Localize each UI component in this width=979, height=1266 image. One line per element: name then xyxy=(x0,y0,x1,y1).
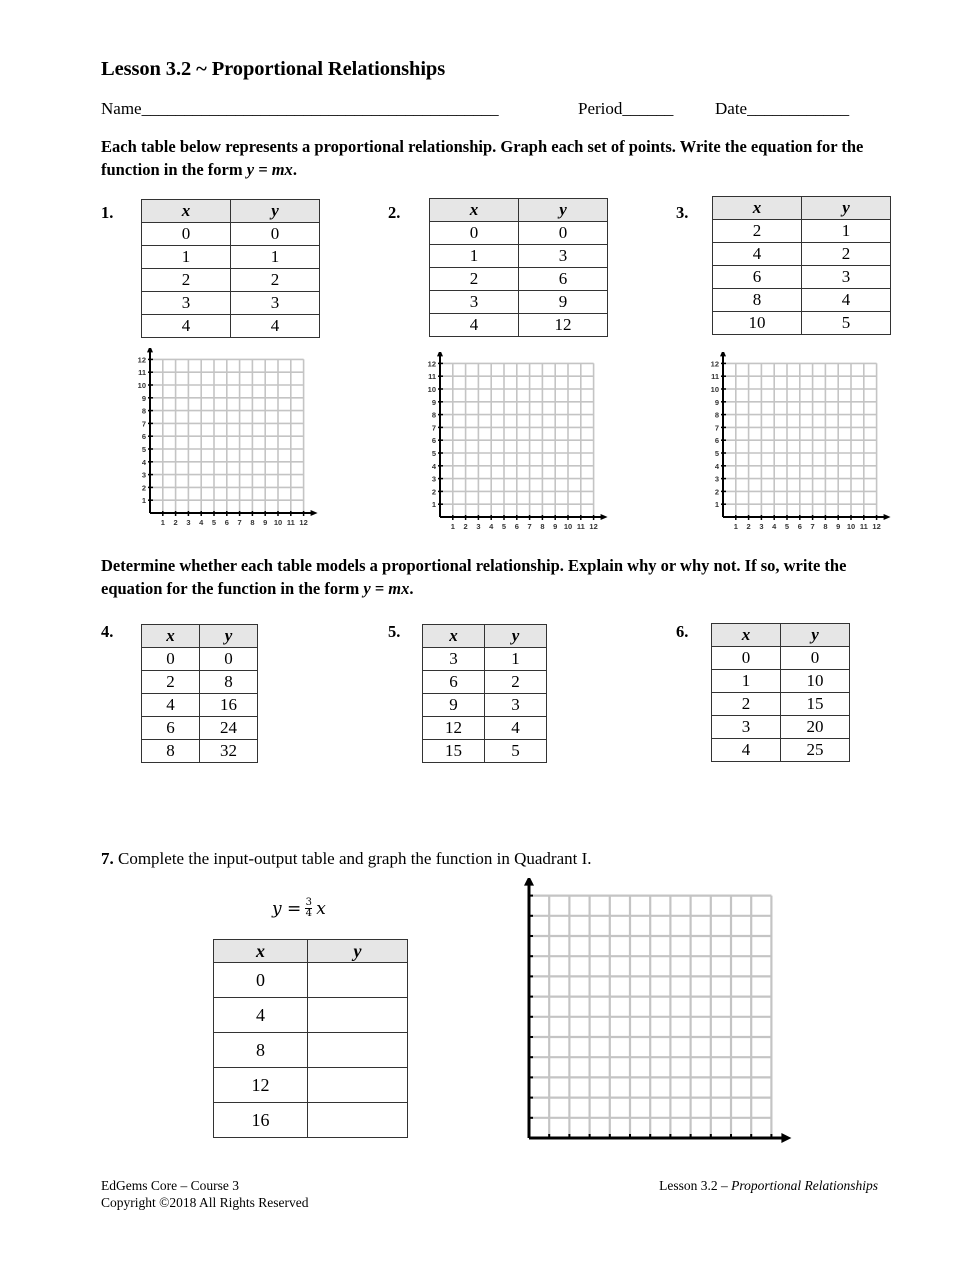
problem-text: Complete the input-output table and graph the function in Quadrant I. xyxy=(118,849,592,868)
y-cell: 3 xyxy=(519,245,608,268)
problem-7-coordinate-grid[interactable] xyxy=(520,878,795,1146)
x-cell: 3 xyxy=(430,291,519,314)
y-tick-label: 8 xyxy=(431,410,436,420)
x-cell: 2 xyxy=(430,268,519,291)
footer-copyright: Copyright ©2018 All Rights Reserved xyxy=(101,1195,309,1210)
y-cell: 32 xyxy=(200,740,258,763)
x-cell: 2 xyxy=(712,693,781,716)
x-tick-label: 11 xyxy=(859,522,868,531)
x-cell: 8 xyxy=(214,1033,308,1068)
x-tick-label: 1 xyxy=(733,522,738,531)
y-cell: 3 xyxy=(802,266,891,289)
x-tick-label: 12 xyxy=(872,522,881,531)
y-cell: 0 xyxy=(200,648,258,671)
footer-course: EdGems Core – Course 3 xyxy=(101,1178,239,1193)
y-cell: 1 xyxy=(802,220,891,243)
column-header-y: y xyxy=(308,940,408,963)
y-answer-cell[interactable] xyxy=(308,1103,408,1138)
x-cell: 4 xyxy=(142,315,231,338)
x-cell: 6 xyxy=(423,671,485,694)
x-cell: 0 xyxy=(430,222,519,245)
y-tick-label: 3 xyxy=(431,474,436,484)
table-row xyxy=(712,716,850,739)
x-tick-label: 8 xyxy=(823,522,828,531)
x-cell: 1 xyxy=(430,245,519,268)
column-header-y: y xyxy=(200,625,258,648)
y-tick-label: 12 xyxy=(427,359,436,369)
table-row xyxy=(214,963,408,998)
table-row xyxy=(713,289,891,312)
x-cell: 8 xyxy=(713,289,802,312)
x-tick-label: 9 xyxy=(263,518,268,527)
table-row xyxy=(423,671,547,694)
instructions-text: Each table below represents a proportional relationship. Graph each set of points. Write the equation for the function in the form xyxy=(101,137,864,179)
x-cell: 12 xyxy=(423,717,485,740)
table-row xyxy=(713,243,891,266)
problem-number: 1. xyxy=(101,203,114,222)
y-tick-label: 4 xyxy=(141,457,146,467)
fraction-numerator: 3 xyxy=(305,897,312,908)
section1-instructions xyxy=(101,135,891,181)
problem-7-prompt xyxy=(101,849,592,869)
table-row xyxy=(142,223,320,246)
x-tick-label: 9 xyxy=(836,522,841,531)
x-cell: 4 xyxy=(712,739,781,762)
y-tick-label: 12 xyxy=(710,359,719,369)
y-axis-arrow-icon xyxy=(524,878,534,886)
footer-lesson-title: Proportional Relationships xyxy=(731,1178,878,1193)
table-row xyxy=(430,268,608,291)
table-row xyxy=(430,291,608,314)
y-cell: 0 xyxy=(519,222,608,245)
x-tick-label: 12 xyxy=(589,522,598,531)
column-header-x: x xyxy=(142,625,200,648)
fraction-denominator: 4 xyxy=(305,908,312,919)
x-tick-label: 6 xyxy=(514,522,519,531)
column-header-y: y xyxy=(485,625,547,648)
y-cell: 2 xyxy=(802,243,891,266)
y-tick-label: 8 xyxy=(141,406,146,416)
x-tick-label: 12 xyxy=(299,518,308,527)
x-cell: 2 xyxy=(142,269,231,292)
x-axis-arrow-icon xyxy=(884,514,891,520)
y-cell: 3 xyxy=(485,694,547,717)
y-cell: 2 xyxy=(231,269,320,292)
xy-table xyxy=(141,624,258,763)
equation-form: y = mx xyxy=(246,160,293,179)
x-tick-label: 4 xyxy=(199,518,204,527)
table-row xyxy=(712,647,850,670)
y-cell: 5 xyxy=(802,312,891,335)
x-tick-label: 6 xyxy=(224,518,229,527)
table-row xyxy=(423,717,547,740)
y-cell: 25 xyxy=(781,739,850,762)
x-tick-label: 3 xyxy=(186,518,191,527)
table-row xyxy=(423,740,547,763)
x-cell: 3 xyxy=(423,648,485,671)
table-row xyxy=(430,314,608,337)
x-cell: 16 xyxy=(214,1103,308,1138)
y-axis-arrow-icon xyxy=(147,348,153,352)
y-tick-label: 4 xyxy=(431,461,436,471)
y-cell: 0 xyxy=(781,647,850,670)
x-tick-label: 11 xyxy=(286,518,295,527)
y-cell: 8 xyxy=(200,671,258,694)
y-tick-label: 11 xyxy=(711,372,719,382)
y-answer-cell[interactable] xyxy=(308,963,408,998)
x-tick-label: 5 xyxy=(211,518,217,527)
y-tick-label: 10 xyxy=(137,381,146,390)
x-cell: 4 xyxy=(142,694,200,717)
x-tick-label: 2 xyxy=(746,522,751,531)
problem-number: 3. xyxy=(676,203,689,222)
table-row xyxy=(142,246,320,269)
x-tick-label: 4 xyxy=(489,522,494,531)
y-tick-label: 9 xyxy=(431,397,436,407)
y-tick-label: 7 xyxy=(431,423,436,433)
table-row xyxy=(142,648,258,671)
y-tick-label: 10 xyxy=(427,385,436,394)
y-tick-label: 7 xyxy=(714,423,719,433)
coordinate-grid-1[interactable] xyxy=(128,348,318,530)
y-cell: 4 xyxy=(485,717,547,740)
y-tick-label: 1 xyxy=(714,500,719,510)
y-tick-label: 3 xyxy=(714,474,719,484)
x-cell: 6 xyxy=(142,717,200,740)
x-axis-arrow-icon xyxy=(311,510,318,516)
x-cell: 0 xyxy=(214,963,308,998)
y-tick-label: 5 xyxy=(141,445,146,454)
y-cell: 9 xyxy=(519,291,608,314)
y-tick-label: 8 xyxy=(714,410,719,420)
column-header-y: y xyxy=(781,624,850,647)
y-tick-label: 3 xyxy=(141,470,146,480)
y-cell: 2 xyxy=(485,671,547,694)
table-row xyxy=(713,220,891,243)
coordinate-grid-2[interactable] xyxy=(418,352,608,534)
x-cell: 1 xyxy=(142,246,231,269)
x-tick-label: 8 xyxy=(540,522,545,531)
y-axis-arrow-icon xyxy=(720,352,726,356)
table-row xyxy=(430,222,608,245)
x-cell: 10 xyxy=(713,312,802,335)
x-tick-label: 5 xyxy=(784,522,790,531)
coordinate-grid-3[interactable] xyxy=(701,352,891,534)
y-answer-cell[interactable] xyxy=(308,1068,408,1103)
x-tick-label: 10 xyxy=(273,518,283,527)
x-tick-label: 2 xyxy=(173,518,178,527)
x-cell: 4 xyxy=(214,998,308,1033)
footer-lesson: Lesson 3.2 – xyxy=(659,1178,732,1193)
x-tick-label: 2 xyxy=(463,522,468,531)
y-tick-label: 1 xyxy=(431,500,436,510)
page-title: Lesson 3.2 ~ Proportional Relationships xyxy=(101,58,446,80)
x-cell: 8 xyxy=(142,740,200,763)
y-tick-label: 4 xyxy=(714,461,719,471)
problem-number: 7. xyxy=(101,849,114,868)
table-row xyxy=(712,739,850,762)
x-cell: 1 xyxy=(712,670,781,693)
column-header-x: x xyxy=(430,199,519,222)
fraction xyxy=(305,898,312,919)
y-tick-label: 10 xyxy=(710,385,719,394)
y-cell: 12 xyxy=(519,314,608,337)
column-header-x: x xyxy=(712,624,781,647)
y-answer-cell[interactable] xyxy=(308,1033,408,1068)
y-tick-label: 6 xyxy=(141,432,146,442)
xy-table xyxy=(711,623,850,762)
x-axis-arrow-icon xyxy=(601,514,608,520)
column-header-x: x xyxy=(423,625,485,648)
table-row xyxy=(713,266,891,289)
table-row xyxy=(214,1033,408,1068)
table-row xyxy=(142,740,258,763)
x-cell: 4 xyxy=(713,243,802,266)
y-cell: 6 xyxy=(519,268,608,291)
equation-variable: x xyxy=(316,898,326,919)
column-header-x: x xyxy=(142,200,231,223)
x-cell: 6 xyxy=(713,266,802,289)
xy-table xyxy=(422,624,547,763)
x-tick-label: 8 xyxy=(250,518,255,527)
y-cell: 15 xyxy=(781,693,850,716)
name-field[interactable]: Name__________________________________________ xyxy=(101,99,499,118)
table-row xyxy=(423,694,547,717)
column-header-x: x xyxy=(713,197,802,220)
x-tick-label: 7 xyxy=(810,522,815,531)
x-axis-arrow-icon xyxy=(781,1133,791,1143)
instructions-end: . xyxy=(409,579,414,598)
table-row xyxy=(214,1103,408,1138)
problem-number: 2. xyxy=(388,203,401,222)
x-tick-label: 5 xyxy=(501,522,507,531)
y-tick-label: 2 xyxy=(431,487,436,497)
date-field[interactable]: Date____________ xyxy=(715,99,850,118)
x-tick-label: 6 xyxy=(797,522,802,531)
problem-number: 5. xyxy=(388,622,401,641)
y-axis-arrow-icon xyxy=(437,352,443,356)
y-tick-label: 5 xyxy=(714,449,719,458)
y-tick-label: 12 xyxy=(137,355,146,365)
instructions-end: . xyxy=(292,160,297,179)
y-answer-cell[interactable] xyxy=(308,998,408,1033)
y-cell: 4 xyxy=(231,315,320,338)
xy-table xyxy=(141,199,320,338)
x-cell: 3 xyxy=(712,716,781,739)
table-row xyxy=(712,693,850,716)
x-tick-label: 7 xyxy=(237,518,242,527)
table-row xyxy=(142,717,258,740)
x-cell: 2 xyxy=(713,220,802,243)
table-row xyxy=(713,312,891,335)
x-tick-label: 9 xyxy=(553,522,558,531)
x-cell: 9 xyxy=(423,694,485,717)
table-row xyxy=(142,315,320,338)
y-cell: 1 xyxy=(231,246,320,269)
y-tick-label: 11 xyxy=(428,372,436,382)
y-tick-label: 1 xyxy=(141,496,146,506)
x-tick-label: 3 xyxy=(759,522,764,531)
column-header-y: y xyxy=(802,197,891,220)
xy-table xyxy=(712,196,891,335)
y-cell: 24 xyxy=(200,717,258,740)
y-tick-label: 6 xyxy=(714,436,719,446)
x-cell: 4 xyxy=(430,314,519,337)
x-tick-label: 10 xyxy=(846,522,856,531)
y-cell: 20 xyxy=(781,716,850,739)
column-header-x: x xyxy=(214,940,308,963)
y-tick-label: 5 xyxy=(431,449,436,458)
column-header-y: y xyxy=(231,200,320,223)
y-cell: 1 xyxy=(485,648,547,671)
column-header-y: y xyxy=(519,199,608,222)
x-cell: 3 xyxy=(142,292,231,315)
x-tick-label: 7 xyxy=(527,522,532,531)
y-tick-label: 2 xyxy=(714,487,719,497)
table-row xyxy=(214,1068,408,1103)
table-row xyxy=(142,292,320,315)
y-cell: 10 xyxy=(781,670,850,693)
y-cell: 4 xyxy=(802,289,891,312)
x-cell: 12 xyxy=(214,1068,308,1103)
equation-form: y = mx xyxy=(363,579,410,598)
x-tick-label: 10 xyxy=(563,522,573,531)
y-cell: 5 xyxy=(485,740,547,763)
table-row xyxy=(142,269,320,292)
x-tick-label: 1 xyxy=(160,518,165,527)
footer-right xyxy=(659,1177,878,1194)
table-row xyxy=(142,694,258,717)
x-tick-label: 1 xyxy=(450,522,455,531)
table-row xyxy=(712,670,850,693)
x-cell: 0 xyxy=(712,647,781,670)
x-tick-label: 11 xyxy=(576,522,585,531)
y-cell: 0 xyxy=(231,223,320,246)
xy-table xyxy=(429,198,608,337)
problem-7-table xyxy=(213,939,408,1138)
y-cell: 3 xyxy=(231,292,320,315)
y-tick-label: 6 xyxy=(431,436,436,446)
x-cell: 0 xyxy=(142,648,200,671)
table-row xyxy=(214,998,408,1033)
x-tick-label: 3 xyxy=(476,522,481,531)
table-row xyxy=(430,245,608,268)
x-cell: 0 xyxy=(142,223,231,246)
y-tick-label: 11 xyxy=(138,368,146,378)
y-tick-label: 7 xyxy=(141,419,146,429)
y-tick-label: 9 xyxy=(141,393,146,403)
problem-number: 4. xyxy=(101,622,114,641)
x-cell: 15 xyxy=(423,740,485,763)
table-row xyxy=(142,671,258,694)
section2-instructions xyxy=(101,554,891,600)
x-tick-label: 4 xyxy=(772,522,777,531)
footer-left xyxy=(101,1177,309,1211)
equation-lhs: y = xyxy=(272,898,302,919)
y-tick-label: 2 xyxy=(141,483,146,493)
instructions-text: Determine whether each table models a proportional relationship. Explain why or why not. If so, write the equation for the function in the form xyxy=(101,556,847,598)
y-tick-label: 9 xyxy=(714,397,719,407)
problem-number: 6. xyxy=(676,622,689,641)
table-row xyxy=(423,648,547,671)
x-cell: 2 xyxy=(142,671,200,694)
y-cell: 16 xyxy=(200,694,258,717)
problem-7-equation xyxy=(272,898,326,919)
period-field[interactable]: Period______ xyxy=(578,99,674,118)
